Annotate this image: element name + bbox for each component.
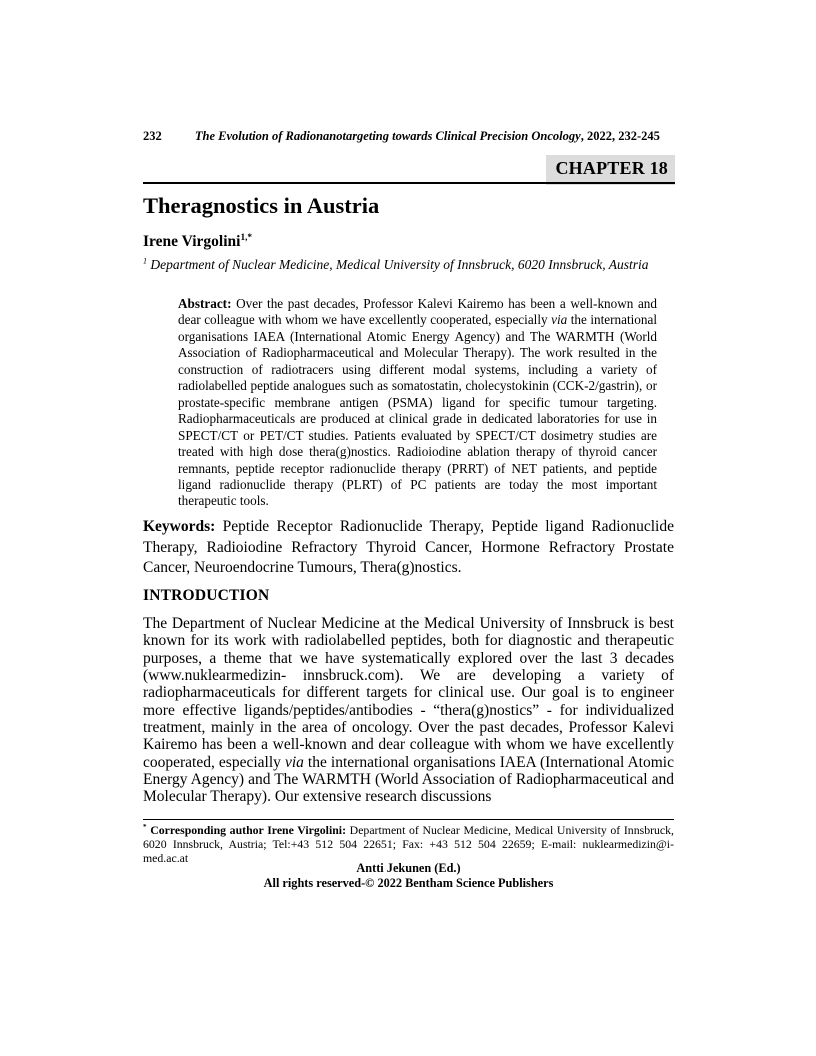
- introduction-paragraph: The Department of Nuclear Medicine at the Medical University of Innsbruck is best known for its work with radiolabelled peptides, both for diagnostic and therapeutic purposes, a theme that we have systematically explored over the last 3 decades (www.nuklearmedizin- innsbruck.com). We are developing a variety of radiopharmaceuticals for different targets for clinical use. Our goal is to engineer more effective ligands/peptides/antibodies - “thera(g)nostics” - for individualized treatment, mainly in the area of oncology. Over the past decades, Professor Kalevi Kairemo has been a well-known and dear colleague with whom we have excellently cooperated, especially via the international organisations IAEA (International Atomic Energy Agency) and The WARMTH (World Association of Radiopharmaceutical and Molecular Therapy). Our extensive research discussions: [143, 615, 674, 806]
- page-number: 232: [143, 129, 162, 143]
- abstract-paragraph: Abstract: Over the past decades, Professor Kalevi Kairemo has been a well-known and dear colleague with whom we have excellently cooperated, especially via the international organisations IAEA (International Atomic Energy Agency) and The WARMTH (World Association of Radiopharmaceutical and Molecular Therapy). The work resulted in the construction of radiotracers using different modal systems, including a variety of radiolabelled peptide analogues such as somatostatin, cholecystokinin (CCK-2/gastrin), or prostate-specific membrane antigen (PSMA) ligand for specific tumour targeting. Radiopharmaceuticals are produced at clinical grade in dedicated laboratories for use in SPECT/CT or PET/CT studies. Patients evaluated by SPECT/CT dosimetry studies are treated with high dose thera(g)nostics. Radioiodine ablation therapy of thyroid cancer remnants, peptide receptor radionuclide therapy (PRRT) of NET patients, and peptide ligand radionuclide therapy (PLRT) of PC patients are today the most important therapeutic tools.: [178, 296, 657, 509]
- chapter-title: Theragnostics in Austria: [143, 193, 380, 218]
- author-affiliation: $^1$ Department of Nuclear Medicine, Medical University of Innsbruck, 6020 Innsbruck, Austria: [143, 256, 649, 272]
- keywords-paragraph: Keywords: Peptide Receptor Radionuclide Therapy, Peptide ligand Radionuclide Therapy, Radioiodine Refractory Thyroid Cancer, Hormone Refractory Prostate Cancer, Neuroendocrine Tumours, Thera(g)nostics.: [143, 518, 674, 577]
- corresponding-author-footnote: * Corresponding author Irene Virgolini: Department of Nuclear Medicine, Medical University of Innsbruck, 6020 Innsbruck, Austria; Tel:+43 512 504 22651; Fax: +43 512 504 22659; E-mail: nuklearmedizin@i-med.ac.at: [143, 823, 675, 865]
- running-header: [143, 129, 674, 144]
- section-heading-introduction: INTRODUCTION: [143, 587, 270, 604]
- chapter-label: CHAPTER 18: [546, 155, 675, 185]
- rights-line: All rights reserved-© 2022 Bentham Science Publishers: [263, 875, 554, 890]
- header-rule: [143, 182, 675, 184]
- publisher-footer: [143, 861, 674, 891]
- author-name: Irene Virgolini$^{1,*}$: [143, 232, 253, 250]
- footnote-rule: [143, 819, 674, 820]
- editor-line: Antti Jekunen (Ed.): [356, 861, 461, 875]
- running-title: The Evolution of Radionanotargeting towards Clinical Precision Oncology, 2022, 232-245: [194, 129, 660, 143]
